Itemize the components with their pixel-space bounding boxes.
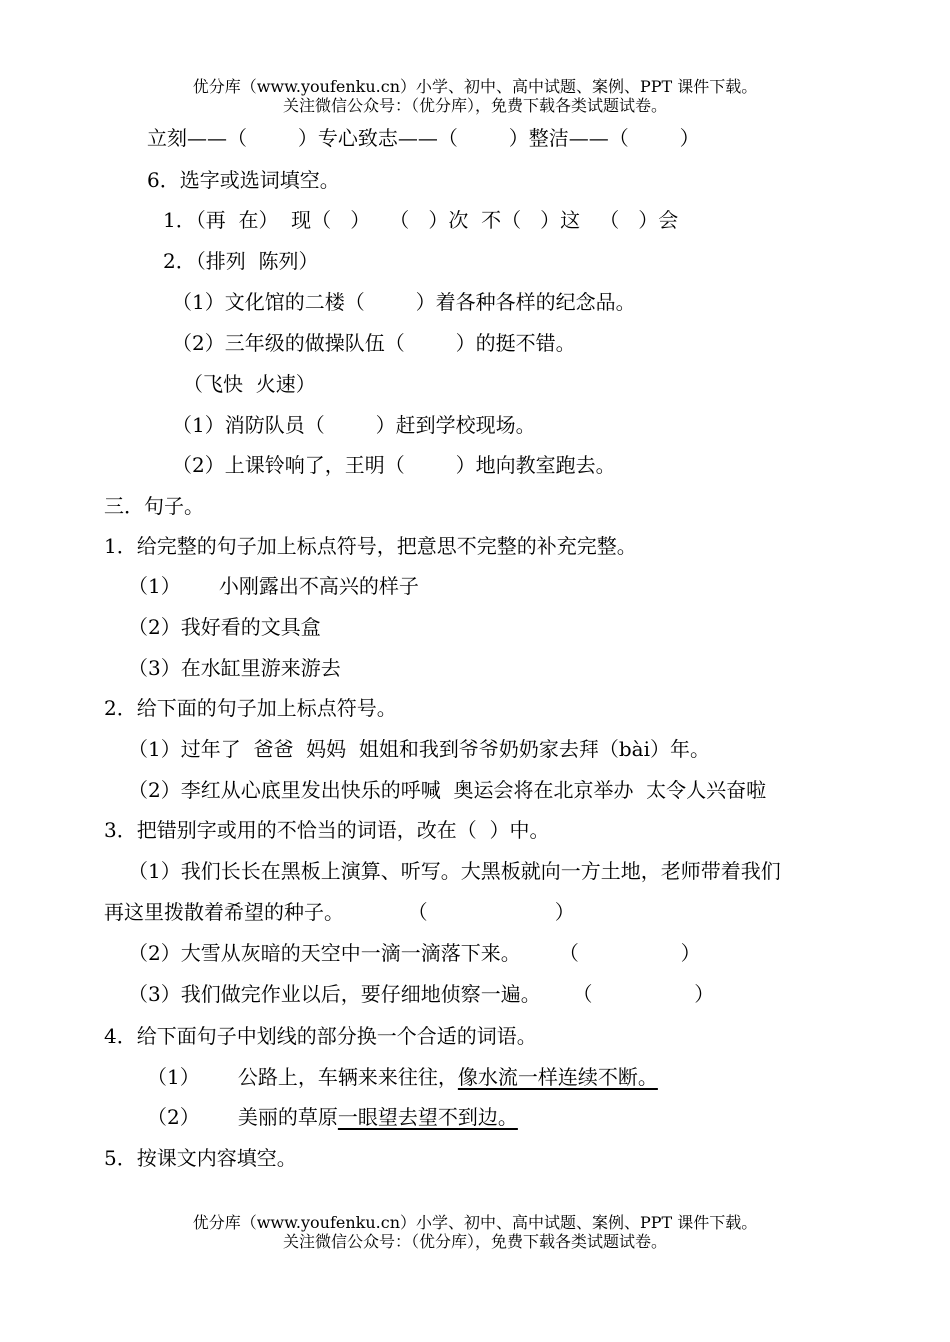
footer-line-2: 关注微信公众号：（优分库），免费下载各类试题试卷。: [282, 1232, 667, 1251]
sentence-q3-item-2: （2）大雪从灰暗的天空中一滴一滴落下来。 （ ）: [128, 941, 701, 965]
question-6-3-title: （飞快 火速）: [183, 372, 316, 396]
footer-line-1: 优分库（www.youfenku.cn）小学、初中、高中试题、案例、PPT 课件下载。: [192, 1213, 758, 1232]
sentence-q1-item-1: （1） 小刚露出不高兴的样子: [128, 574, 419, 598]
sentence-q3-item-1: （1）我们长长在黑板上演算、听写。大黑板就向一方土地，老师带着我们: [128, 859, 781, 883]
question-6-3-item-1: （1）消防队员（ ）赶到学校现场。: [172, 413, 536, 437]
question-6-1: 1．（再 在） 现（ ） （ ）次 不（ ）这 （ ）会: [163, 208, 679, 232]
question-6-3-item-2: （2）上课铃响了，王明（ ）地向教室跑去。: [172, 453, 616, 477]
underlined-phrase-1: 像水流一样连续不断。: [457, 1065, 658, 1089]
question-6-2-item-2: （2）三年级的做操队伍（ ）的挺不错。: [172, 331, 576, 355]
sentence-q4-item-1: [147, 1065, 658, 1089]
sentence-q4-item-2-text: （2） 美丽的草原: [147, 1105, 338, 1129]
page-header: [0, 77, 950, 115]
sentence-q4-item-2: [147, 1105, 518, 1129]
synonym-line: 立刻——（ ）专心致志——（ ）整洁——（ ）: [147, 126, 700, 150]
sentence-q2-item-2: （2）李红从心底里发出快乐的呼喊 奥运会将在北京举办 太令人兴奋啦: [128, 778, 767, 802]
underlined-phrase-2: 一眼望去望不到边。: [337, 1105, 518, 1129]
header-line-2: 关注微信公众号：（优分库），免费下载各类试题试卷。: [282, 96, 667, 115]
sentence-q3-title: 3．把错别字或用的不恰当的词语，改在（ ）中。: [104, 818, 550, 842]
sentence-q1-item-2: （2）我好看的文具盒: [128, 615, 321, 639]
sentence-q2-title: 2．给下面的句子加上标点符号。: [104, 696, 397, 720]
question-6-2-title: 2．（排列 陈列）: [163, 249, 319, 273]
sentence-q5-title: 5．按课文内容填空。: [104, 1146, 297, 1170]
sentence-q3-item-1-cont: 再这里拨散着希望的种子。 （ ）: [104, 900, 575, 924]
sentence-q2-item-1: （1）过年了 爸爸 妈妈 姐姐和我到爷爷奶奶家去拜（bài）年。: [128, 737, 710, 761]
sentence-q4-title: 4．给下面句子中划线的部分换一个合适的词语。: [104, 1024, 537, 1048]
question-6-2-item-1: （1）文化馆的二楼（ ）着各种各样的纪念品。: [172, 290, 636, 314]
header-line-1: 优分库（www.youfenku.cn）小学、初中、高中试题、案例、PPT 课件下载。: [192, 77, 758, 96]
sentence-q1-item-3: （3）在水缸里游来游去: [128, 656, 341, 680]
question-6-title: 6．选字或选词填空。: [147, 168, 340, 192]
sentence-q1-title: 1．给完整的句子加上标点符号，把意思不完整的补充完整。: [104, 534, 637, 558]
sentence-q3-item-3: （3）我们做完作业以后，要仔细地侦察一遍。 （ ）: [128, 982, 715, 1006]
sentence-q4-item-1-text: （1） 公路上，车辆来来往往，: [147, 1065, 458, 1089]
page-footer: [0, 1213, 950, 1251]
section-3-title: 三．句子。: [104, 494, 204, 518]
